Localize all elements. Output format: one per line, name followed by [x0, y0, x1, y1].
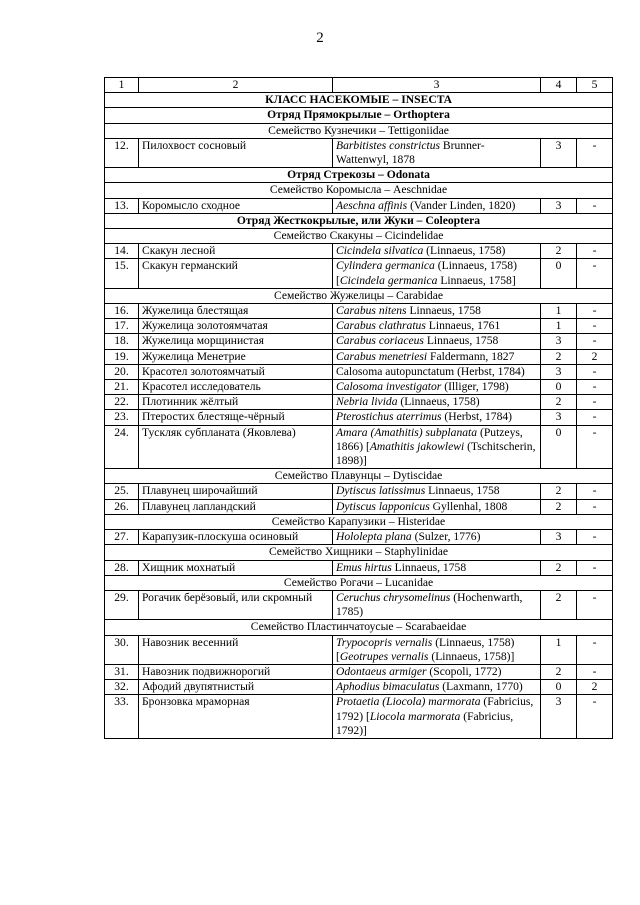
section-row	[105, 469, 613, 484]
latin-author: (Fabricius, 1792)]	[336, 709, 514, 737]
latin-author: (Linnaeus, 1758)	[397, 395, 480, 409]
species-name-latin	[333, 695, 541, 739]
table-row	[105, 198, 613, 213]
latin-author: (Hochenwarth, 1785)	[336, 590, 523, 619]
section-row	[105, 93, 613, 108]
status-category: 2	[541, 560, 577, 575]
latin-author: Calosoma autopunctatum (Herbst, 1784)	[336, 364, 525, 378]
latin-taxon: Geotrupes vernalis	[339, 649, 429, 663]
status-category: 2	[541, 499, 577, 514]
status-column-5: -	[577, 380, 613, 395]
table-row	[105, 635, 613, 664]
header-cell-1: 1	[105, 78, 139, 93]
species-name-ru: Пилохвост сосновый	[139, 138, 333, 167]
status-column-5: -	[577, 560, 613, 575]
row-number: 32.	[105, 680, 139, 695]
latin-taxon: Pterostichus aterrimus	[336, 410, 442, 424]
table-row	[105, 695, 613, 739]
species-name-latin	[333, 499, 541, 514]
section-row	[105, 575, 613, 590]
row-number: 30.	[105, 635, 139, 664]
species-name-ru: Навозник весенний	[139, 635, 333, 664]
row-number: 28.	[105, 560, 139, 575]
latin-taxon: Trypocopris vernalis	[336, 635, 433, 649]
status-category: 3	[541, 138, 577, 167]
status-column-5: -	[577, 395, 613, 410]
latin-taxon: Calosoma investigator	[336, 380, 442, 394]
table-row	[105, 304, 613, 319]
species-name-ru: Афодий двупятнистый	[139, 680, 333, 695]
latin-author: (Vander Linden, 1820)	[407, 198, 516, 212]
latin-taxon: Hololepta plana	[336, 530, 412, 544]
latin-taxon: Aeschna affinis	[336, 198, 408, 212]
status-category: 2	[541, 664, 577, 679]
table-body	[105, 78, 613, 739]
row-number: 24.	[105, 425, 139, 469]
species-table	[104, 77, 613, 739]
status-category: 2	[541, 395, 577, 410]
section-heading: Семейство Жужелицы – Carabidae	[105, 288, 613, 303]
row-number: 18.	[105, 334, 139, 349]
page-number: 2	[316, 30, 324, 46]
latin-author: (Laxmann, 1770)	[439, 680, 523, 694]
latin-taxon: Cylindera germanica	[336, 259, 435, 273]
species-name-latin	[333, 560, 541, 575]
status-category: 0	[541, 425, 577, 469]
table-row	[105, 590, 613, 619]
species-name-ru: Навозник подвижнорогий	[139, 664, 333, 679]
species-name-ru: Скакун германский	[139, 259, 333, 288]
species-name-latin	[333, 484, 541, 499]
table-row	[105, 530, 613, 545]
latin-author: (Tschitscherin, 1898)]	[336, 439, 536, 468]
latin-author: (Illiger, 1798)	[441, 380, 509, 394]
section-heading: Отряд Стрекозы – Odonata	[105, 168, 613, 183]
species-name-ru: Птеростих блестяще-чёрный	[139, 410, 333, 425]
species-name-latin	[333, 664, 541, 679]
status-column-5: -	[577, 635, 613, 664]
section-heading: Семейство Рогачи – Lucanidae	[105, 575, 613, 590]
row-number: 25.	[105, 484, 139, 499]
latin-taxon: Odontaeus armiger	[336, 664, 427, 678]
latin-taxon: Aphodius bimaculatus	[336, 680, 440, 694]
status-category: 0	[541, 380, 577, 395]
row-number: 13.	[105, 198, 139, 213]
status-column-5: -	[577, 530, 613, 545]
latin-taxon: Emus hirtus	[336, 560, 392, 574]
header-row	[105, 78, 613, 93]
species-name-ru: Жужелица Менетрие	[139, 349, 333, 364]
latin-author: (Linnaeus, 1758)	[423, 244, 506, 258]
section-row	[105, 514, 613, 529]
table-row	[105, 499, 613, 514]
status-category: 3	[541, 198, 577, 213]
header-cell-3: 3	[333, 78, 541, 93]
species-name-latin	[333, 304, 541, 319]
latin-taxon: Protaetia (Liocola) marmorata	[336, 695, 481, 709]
latin-author: Linnaeus, 1758]	[437, 273, 516, 287]
status-column-5: 2	[577, 680, 613, 695]
status-category: 3	[541, 364, 577, 379]
species-name-ru: Хищник мохнатый	[139, 560, 333, 575]
species-name-latin	[333, 319, 541, 334]
section-heading: Семейство Карапузики – Histeridae	[105, 514, 613, 529]
species-name-ru: Красотел исследователь	[139, 380, 333, 395]
table-row	[105, 680, 613, 695]
status-category: 3	[541, 410, 577, 425]
section-heading: Семейство Хищники – Staphylinidae	[105, 545, 613, 560]
section-heading: Отряд Жесткокрылые, или Жуки – Coleoptera	[105, 213, 613, 228]
status-category: 0	[541, 259, 577, 288]
species-name-ru: Плавунец лапландский	[139, 499, 333, 514]
species-name-latin	[333, 364, 541, 379]
status-column-5: -	[577, 304, 613, 319]
latin-taxon: Carabus menetriesi	[336, 349, 428, 363]
species-name-latin	[333, 244, 541, 259]
section-heading: КЛАСС НАСЕКОМЫЕ – INSECTA	[105, 93, 613, 108]
row-number: 19.	[105, 349, 139, 364]
latin-taxon: Liocola marmorata	[369, 709, 461, 723]
species-name-latin	[333, 680, 541, 695]
table-row	[105, 560, 613, 575]
row-number: 23.	[105, 410, 139, 425]
row-number: 33.	[105, 695, 139, 739]
status-column-5: -	[577, 138, 613, 167]
species-name-ru: Бронзовка мраморная	[139, 695, 333, 739]
table-row	[105, 334, 613, 349]
section-heading: Семейство Пластинчатоусые – Scarabaeidae	[105, 620, 613, 635]
section-row	[105, 168, 613, 183]
latin-author: (Linnaeus, 1758) [	[336, 259, 517, 287]
species-name-ru: Рогачик берёзовый, или скромный	[139, 590, 333, 619]
latin-taxon: Carabus coriaceus	[336, 334, 424, 348]
species-name-latin	[333, 635, 541, 664]
status-category: 3	[541, 530, 577, 545]
status-column-5: -	[577, 664, 613, 679]
table-row	[105, 259, 613, 288]
status-column-5: -	[577, 364, 613, 379]
latin-taxon: Ceruchus chrysomelinus	[336, 590, 451, 604]
species-name-ru: Жужелица блестящая	[139, 304, 333, 319]
latin-author: (Putzeys, 1866) [	[336, 425, 523, 453]
row-number: 22.	[105, 395, 139, 410]
latin-taxon: Cicindela silvatica	[336, 244, 424, 258]
latin-author: Linnaeus, 1761	[425, 319, 501, 333]
status-category: 0	[541, 680, 577, 695]
section-row	[105, 288, 613, 303]
row-number: 26.	[105, 499, 139, 514]
table-row	[105, 380, 613, 395]
species-name-latin	[333, 530, 541, 545]
species-name-ru: Плотинник жёлтый	[139, 395, 333, 410]
species-name-latin	[333, 395, 541, 410]
status-category: 3	[541, 695, 577, 739]
row-number: 12.	[105, 138, 139, 167]
status-category: 2	[541, 349, 577, 364]
table-row	[105, 410, 613, 425]
section-row	[105, 620, 613, 635]
latin-author: Gyllenhal, 1808	[429, 499, 508, 513]
latin-author: Faldermann, 1827	[427, 349, 515, 363]
section-heading: Семейство Кузнечики – Tettigoniidae	[105, 123, 613, 138]
species-name-latin	[333, 590, 541, 619]
species-name-ru: Скакун лесной	[139, 244, 333, 259]
section-row	[105, 183, 613, 198]
header-cell-4: 4	[541, 78, 577, 93]
latin-author: (Fabricius, 1792) [	[336, 695, 534, 723]
status-column-5: -	[577, 410, 613, 425]
latin-taxon: Barbitistes constrictus	[336, 138, 441, 152]
status-category: 1	[541, 319, 577, 334]
latin-author: Brunner-Wattenwyl, 1878	[336, 138, 485, 167]
table-row	[105, 484, 613, 499]
species-name-ru: Тускляк субпланата (Яковлева)	[139, 425, 333, 469]
latin-taxon: Amara (Amathitis) subplanata	[336, 425, 478, 439]
latin-author: (Sulzer, 1776)	[411, 530, 481, 544]
species-name-ru: Карапузик-плоскуша осиновый	[139, 530, 333, 545]
table-row	[105, 425, 613, 469]
latin-taxon: Carabus nitens	[336, 304, 407, 318]
row-number: 21.	[105, 380, 139, 395]
status-column-5: -	[577, 198, 613, 213]
status-category: 2	[541, 590, 577, 619]
row-number: 16.	[105, 304, 139, 319]
species-name-ru: Красотел золотоямчатый	[139, 364, 333, 379]
table-row	[105, 349, 613, 364]
table-row	[105, 664, 613, 679]
latin-author: Linnaeus, 1758	[391, 560, 467, 574]
table-row	[105, 319, 613, 334]
latin-author: (Linnaeus, 1758)]	[428, 649, 515, 663]
status-column-5: -	[577, 425, 613, 469]
latin-taxon: Cicindela germanica	[339, 273, 438, 287]
latin-author: Linnaeus, 1758	[406, 304, 481, 318]
table-row	[105, 364, 613, 379]
table-row	[105, 395, 613, 410]
header-cell-2: 2	[139, 78, 333, 93]
latin-author: (Scopoli, 1772)	[426, 664, 502, 678]
section-row	[105, 229, 613, 244]
table-row	[105, 138, 613, 167]
row-number: 17.	[105, 319, 139, 334]
species-name-ru: Коромысло сходное	[139, 198, 333, 213]
latin-taxon: Nebria livida	[336, 395, 398, 409]
row-number: 20.	[105, 364, 139, 379]
species-name-latin	[333, 198, 541, 213]
status-column-5: -	[577, 319, 613, 334]
status-column-5: -	[577, 484, 613, 499]
status-column-5: -	[577, 259, 613, 288]
latin-taxon: Dytiscus latissimus	[336, 484, 426, 498]
section-row	[105, 213, 613, 228]
status-column-5: -	[577, 244, 613, 259]
section-row	[105, 545, 613, 560]
latin-author: Linnaeus, 1758	[425, 484, 500, 498]
header-cell-5: 5	[577, 78, 613, 93]
species-name-latin	[333, 349, 541, 364]
species-name-ru: Плавунец широчайший	[139, 484, 333, 499]
latin-taxon: Carabus clathratus	[336, 319, 426, 333]
latin-author: Linnaeus, 1758	[423, 334, 499, 348]
latin-author: (Linnaeus, 1758) [	[336, 635, 515, 663]
status-column-5: -	[577, 590, 613, 619]
status-column-5: -	[577, 334, 613, 349]
species-name-latin	[333, 425, 541, 469]
species-name-latin	[333, 334, 541, 349]
status-column-5: -	[577, 499, 613, 514]
status-category: 3	[541, 334, 577, 349]
status-category: 1	[541, 635, 577, 664]
section-heading: Семейство Плавунцы – Dytiscidae	[105, 469, 613, 484]
section-heading: Семейство Коромысла – Aeschnidae	[105, 183, 613, 198]
species-name-latin	[333, 138, 541, 167]
section-heading: Отряд Прямокрылые – Orthoptera	[105, 108, 613, 123]
status-column-5: 2	[577, 349, 613, 364]
status-category: 2	[541, 484, 577, 499]
section-heading: Семейство Скакуны – Cicindelidae	[105, 229, 613, 244]
section-row	[105, 108, 613, 123]
section-row	[105, 123, 613, 138]
status-column-5: -	[577, 695, 613, 739]
status-category: 2	[541, 244, 577, 259]
latin-taxon: Dytiscus lapponicus	[336, 499, 430, 513]
status-category: 1	[541, 304, 577, 319]
species-name-ru: Жужелица золотоямчатая	[139, 319, 333, 334]
species-name-ru: Жужелица морщинистая	[139, 334, 333, 349]
species-name-latin	[333, 380, 541, 395]
species-name-latin	[333, 259, 541, 288]
row-number: 14.	[105, 244, 139, 259]
species-name-latin	[333, 410, 541, 425]
table-row	[105, 244, 613, 259]
latin-taxon: Amathitis jakowlewi	[369, 439, 465, 453]
latin-author: (Herbst, 1784)	[441, 410, 513, 424]
row-number: 15.	[105, 259, 139, 288]
row-number: 27.	[105, 530, 139, 545]
row-number: 31.	[105, 664, 139, 679]
row-number: 29.	[105, 590, 139, 619]
